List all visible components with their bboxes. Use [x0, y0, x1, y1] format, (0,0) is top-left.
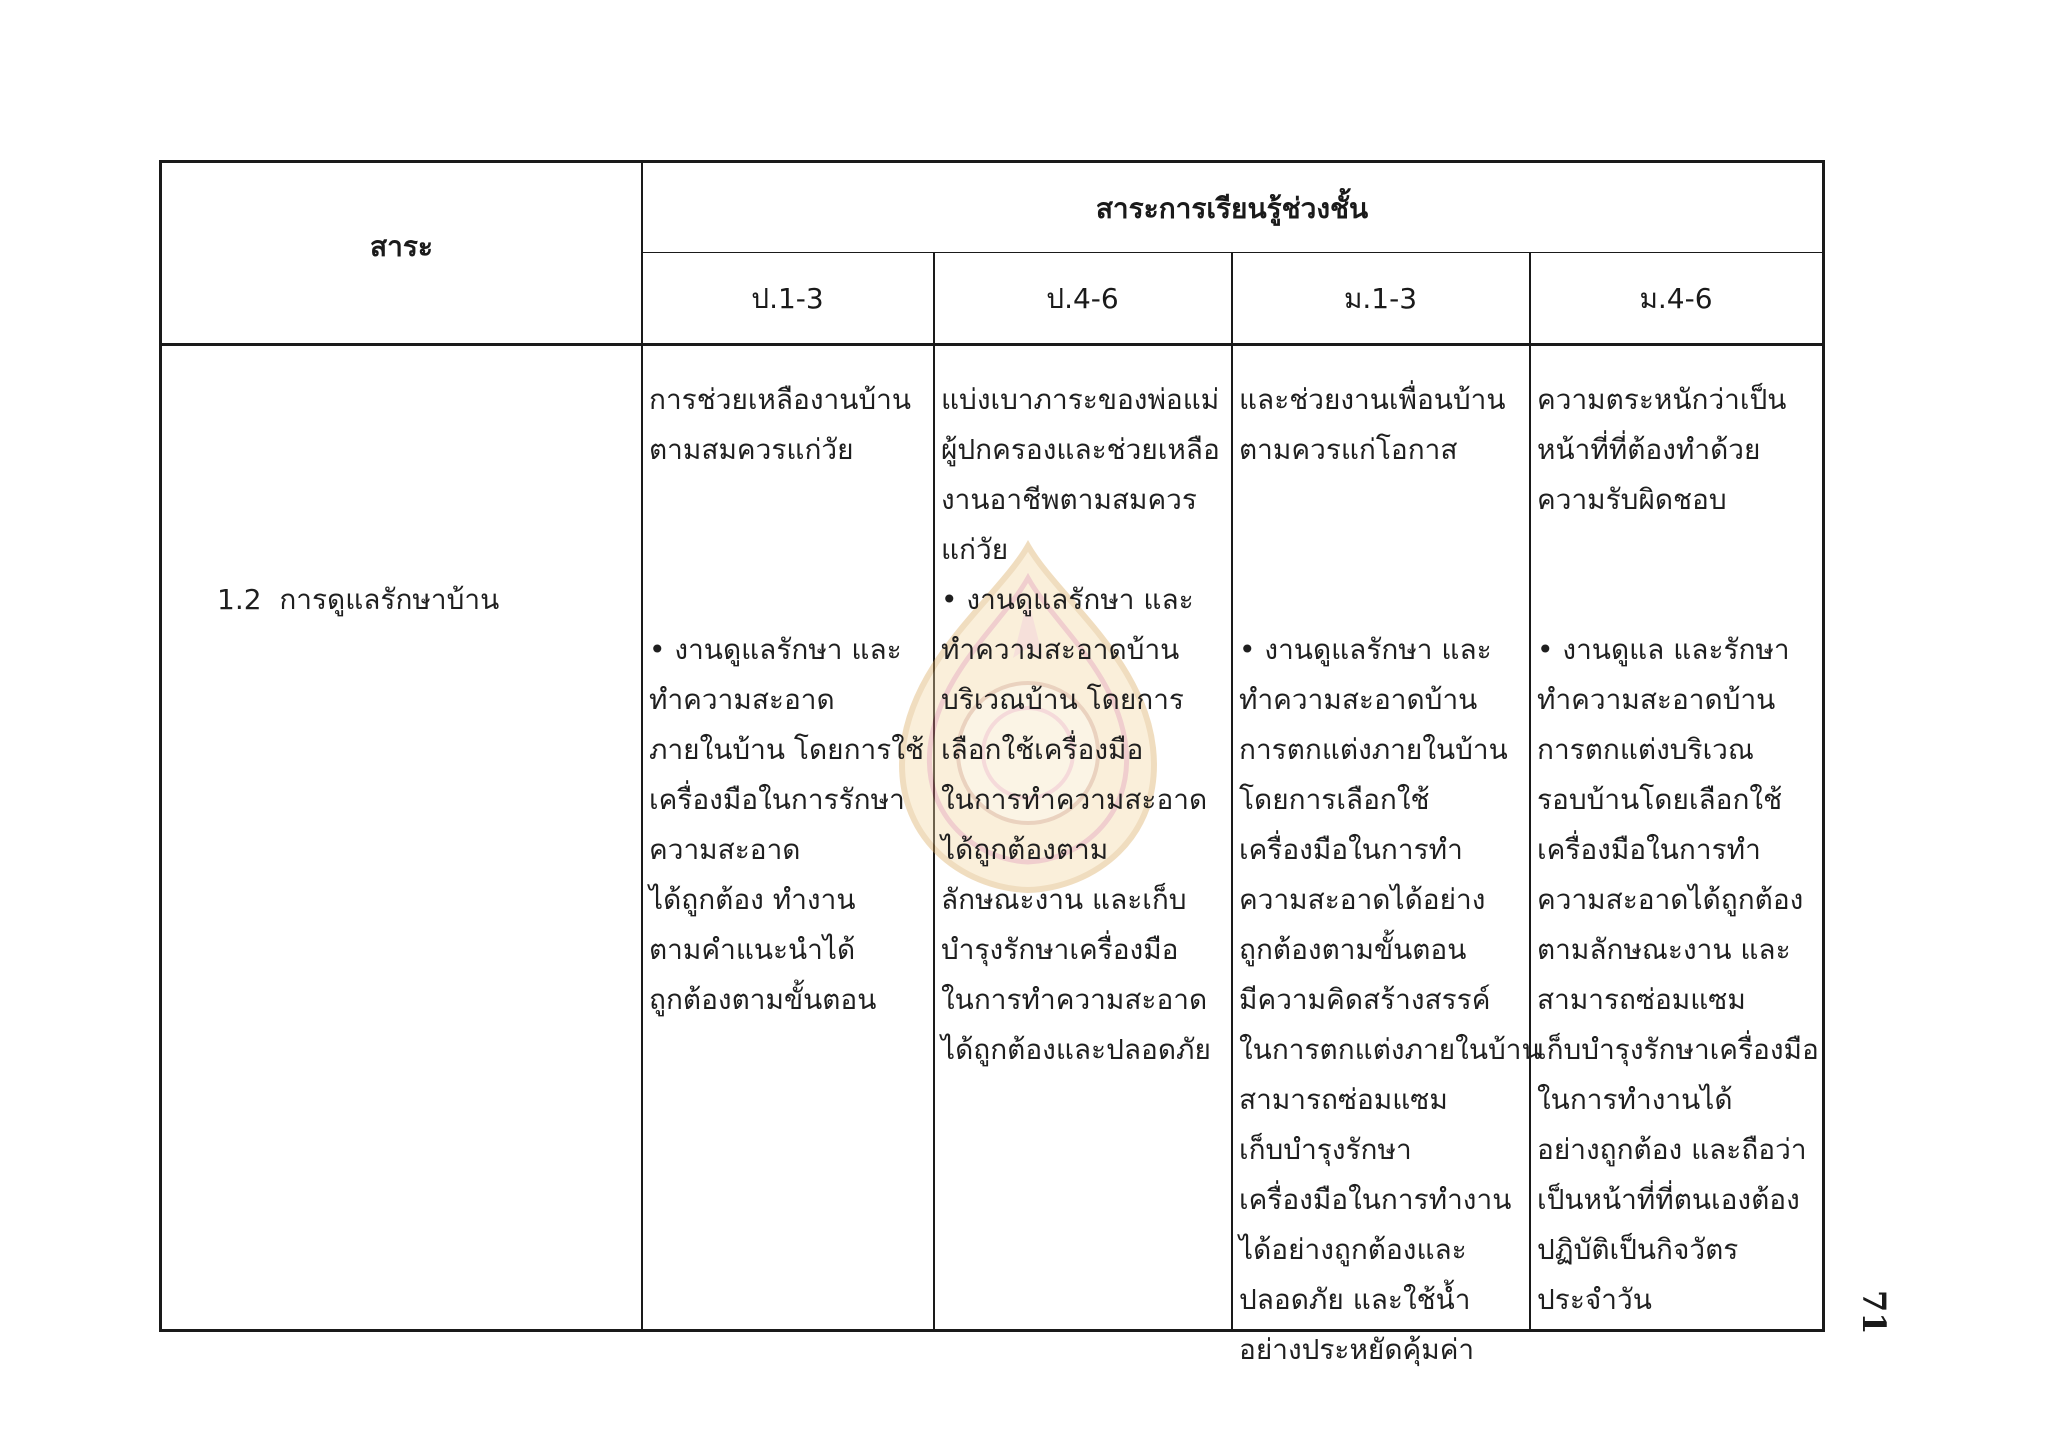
- col-divider: [1231, 253, 1233, 1329]
- content-cell-p4-6: แบ่งเบาภาระของพ่อแม่ ผู้ปกครองและช่วยเหลือ งานอาชีพตามสมควร แก่วัย • งานดูแลรักษา และ ทำความสะอาดบ้าน บริเวณบ้าน โดยการ เลือกใช้เครื่องมือ ในการทำความสะอาด ได้ถูกต้องตาม ลักษณะงาน และเก็บ บำรุงรักษาเครื่องมือ ในการทำความสะอาด ได้ถูกต้องและปลอดภัย: [941, 383, 1220, 1066]
- header-bottom-rule: [162, 343, 1822, 346]
- row-divider: [641, 252, 1822, 253]
- col-header-m4-6: ม.4-6: [1639, 282, 1713, 315]
- col-divider: [641, 163, 643, 1329]
- col-header-p4-6: ป.4-6: [1046, 282, 1119, 315]
- content-cell-m4-6: ความตระหนักว่าเป็น หน้าที่ที่ต้องทำด้วย ความรับผิดชอบ • งานดูแล และรักษา ทำความสะอาดบ้าน การตกแต่งบริเวณ รอบบ้านโดยเลือกใช้ เครื่องมือในการทำ ความสะอาดได้ถูกต้อง ตามลักษณะงาน และ สามารถซ่อมแซม เก็บบำรุงรักษาเครื่องมือ ในการทำงานได้ อย่างถูกต้อง และถือว่า เป็นหน้าที่ที่ตนเองต้อง ปฏิบัติเป็นกิจวัตร ประจำวัน: [1537, 383, 1819, 1316]
- curriculum-table: [159, 160, 1825, 1366]
- content-cell-p1-3: การช่วยเหลืองานบ้าน ตามสมควรแก่วัย • งานดูแลรักษา และ ทำความสะอาด ภายในบ้าน โดยการใช้ เครื่องมือในการรักษา ความสะอาด ได้ถูกต้อง ทำงาน ตามคำแนะนำได้ ถูกต้องตามขั้นตอน: [649, 383, 924, 1016]
- group-header: สาระการเรียนรู้ช่วงชั้น: [1095, 192, 1369, 225]
- col-header-p1-3: ป.1-3: [751, 282, 824, 315]
- subject-header: สาระ: [370, 230, 433, 263]
- col-header-m1-3: ม.1-3: [1343, 282, 1418, 315]
- page-number: 71: [1855, 1290, 1893, 1335]
- content-cell-m1-3: และช่วยงานเพื่อนบ้าน ตามควรแก่โอกาส • งานดูแลรักษา และ ทำความสะอาดบ้าน การตกแต่งภายในบ้าน โดยการเลือกใช้ เครื่องมือในการทำ ความสะอาดได้อย่าง ถูกต้องตามขั้นตอน มีความคิดสร้างสรรค์ ในการตกแต่งภายในบ้าน สามารถซ่อมแซม เก็บบำรุงรักษา เครื่องมือในการทำงาน ได้อย่างถูกต้องและ ปลอดภัย และใช้น้ำ อย่างประหยัดคุ้มค่า: [1239, 383, 1541, 1366]
- topic-cell: 1.2 การดูแลรักษาบ้าน: [217, 583, 500, 616]
